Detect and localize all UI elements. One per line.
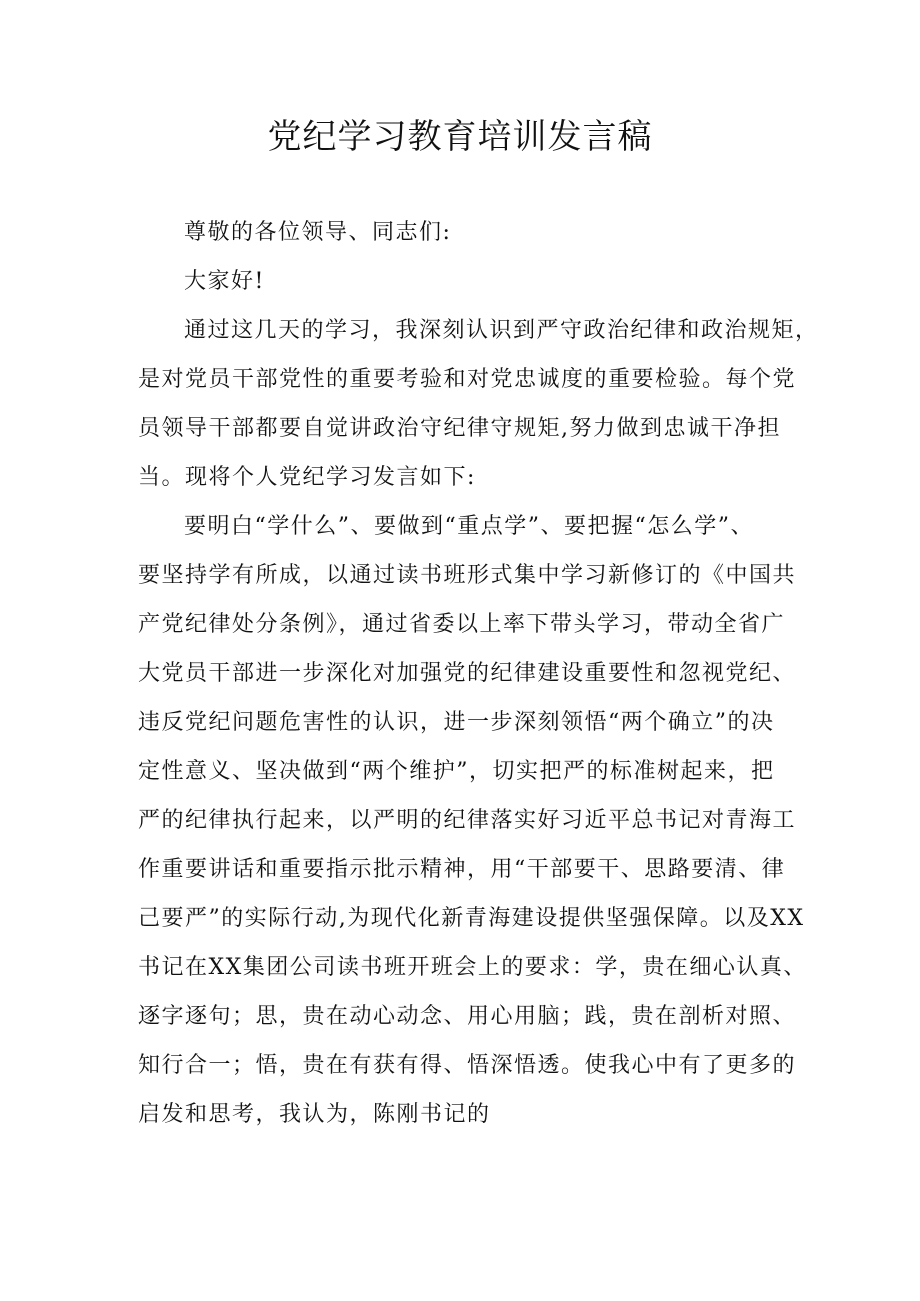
paragraph2-line: 定性意义、坚决做到“两个维护”，切实把严的标准树起来，把 <box>138 759 775 784</box>
paragraph2-line: 违反党纪问题危害性的认识，进一步深刻领悟“两个确立”的决 <box>138 710 775 735</box>
greeting-line: 尊敬的各位领导、同志们: <box>184 220 452 245</box>
paragraph2-line: 产党纪律处分条例》，通过省委以上率下带头学习，带动全省广 <box>138 612 786 637</box>
document-body <box>138 208 819 1139</box>
document-title: 党纪学习教育培训发言稿 <box>267 117 653 157</box>
paragraph1-line: 当。现将个人党纪学习发言如下: <box>138 465 476 490</box>
paragraph2-line: 作重要讲话和重要指示批示精神，用“干部要干、思路要清、律 <box>138 857 786 882</box>
paragraph2-line: 己要严”的实际行动,为现代化新青海建设提供坚强保障。以及XX <box>138 906 805 931</box>
paragraph2-line: 知行合一；悟，贵在有获有得、悟深悟透。使我心中有了更多的 <box>138 1053 797 1078</box>
paragraph1-line: 通过这几天的学习，我深刻认识到严守政治纪律和政治规矩， <box>184 318 819 343</box>
paragraph2-line: 严的纪律执行起来，以严明的纪律落实好习近平总书记对青海工 <box>138 808 797 833</box>
paragraph2-line: 逐字逐句；思，贵在动心动念、用心用脑；践，贵在剖析对照、 <box>138 1004 797 1029</box>
paragraph2-line: 要明白“学什么”、要做到“重点学”、要把握“怎么学”、 <box>184 514 754 539</box>
paragraph2-line: 书记在XX集团公司读书班开班会上的要求：学，贵在细心认真、 <box>138 955 807 980</box>
hello-line: 大家好! <box>184 269 265 294</box>
paragraph2-line: 要坚持学有所成，以通过读书班形式集中学习新修订的《中国共 <box>138 563 797 588</box>
paragraph1-line: 是对党员干部党性的重要考验和对党忠诚度的重要检验。每个党 <box>138 367 797 392</box>
paragraph2-line: 大党员干部进一步深化对加强党的纪律建设重要性和忽视党纪、 <box>138 661 797 686</box>
paragraph1-line: 员领导干部都要自觉讲政治守纪律守规矩,努力做到忠诚干净担 <box>138 416 781 441</box>
paragraph2-line: 启发和思考，我认为，陈刚书记的 <box>138 1102 491 1127</box>
